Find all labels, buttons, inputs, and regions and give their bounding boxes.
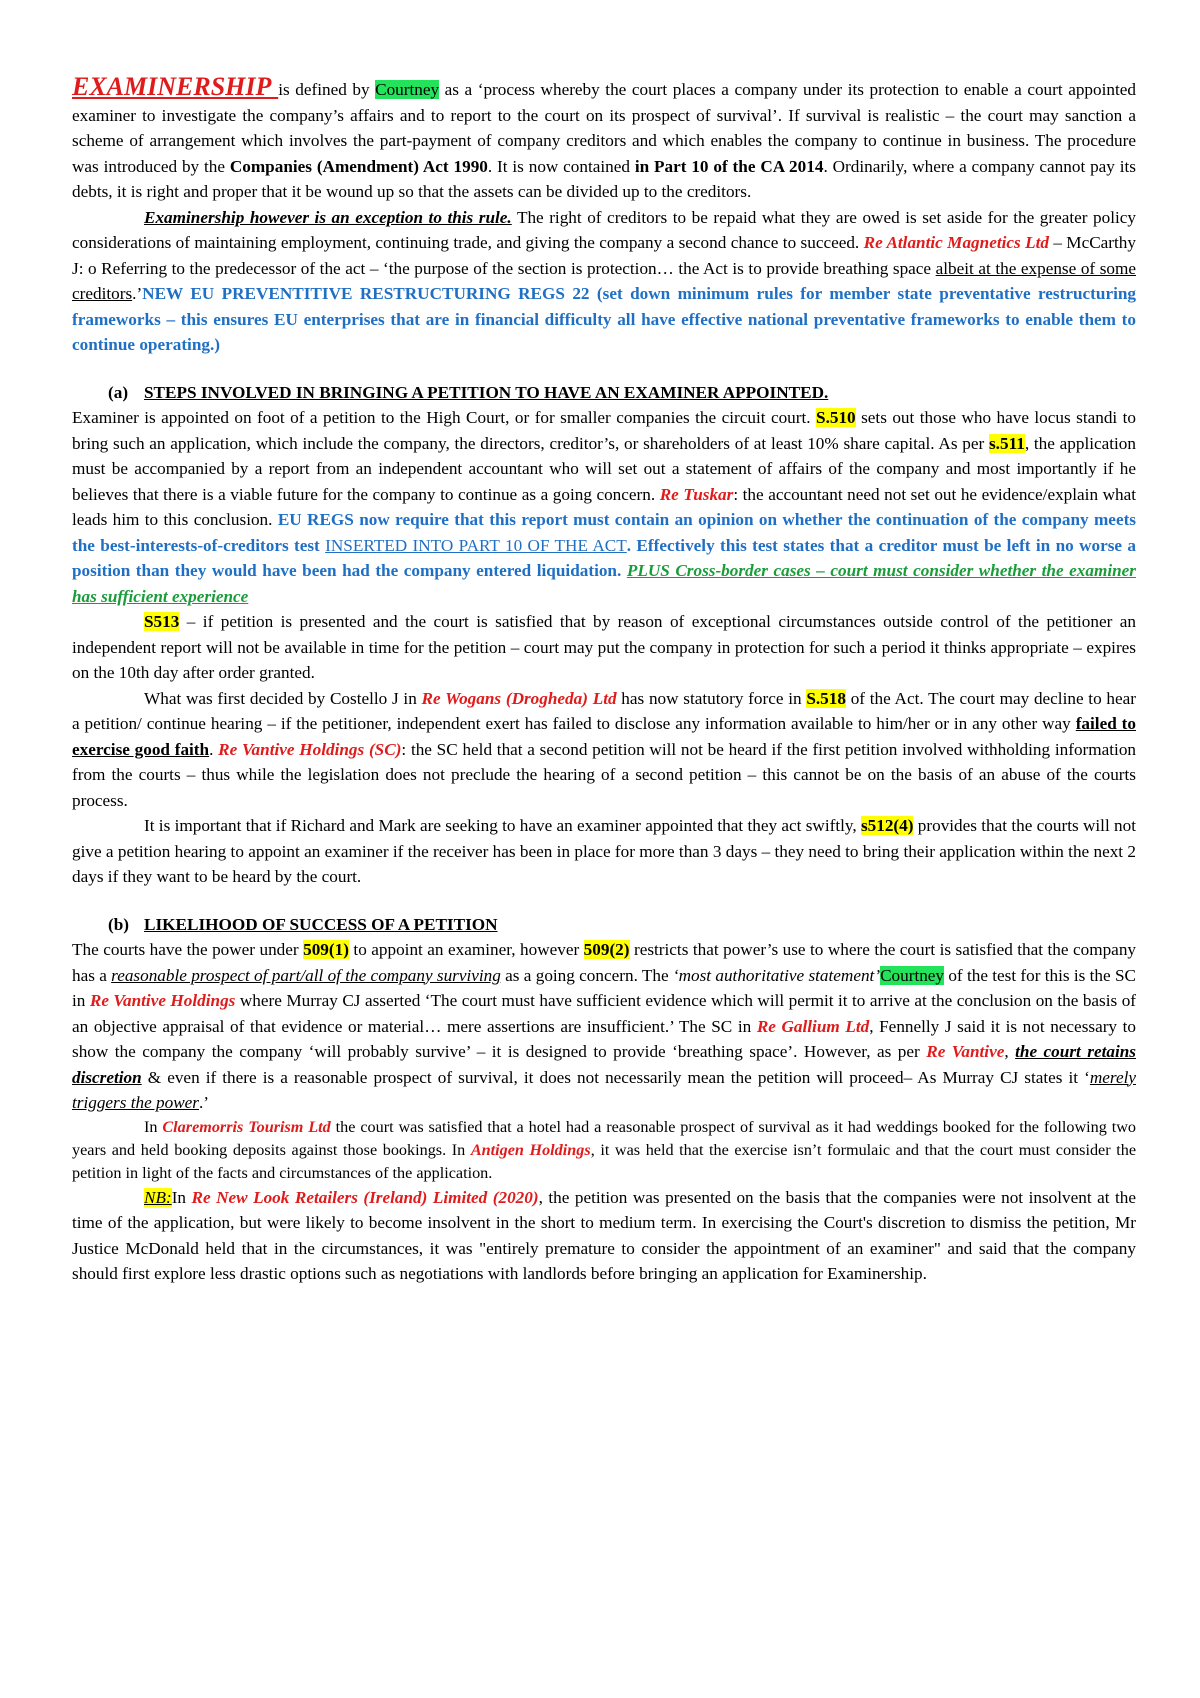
case-vantive-holdings: Re Vantive Holdings: [89, 991, 236, 1010]
case-vantive: Re Vantive: [926, 1042, 1005, 1061]
section-heading-b: (b) LIKELIHOOD OF SUCCESS OF A PETITION: [108, 914, 498, 934]
likelihood-paragraph: The courts have the power under 509(1) to appoint an examiner, however 509(2) restricts that power’s use to where the court is satisfied that the company has a reasonable prospect of part/all of the company surviving as a going concern. The ‘most authoritative statement’Courtney of the test for this is the SC in Re Vantive Holdings where Murray CJ asserted ‘The court must have sufficient evidence which will permit it to arrive at the conclusion on the basis of an objective appraisal of that evidence or material… mere assertions are insufficient.’ The SC in Re Gallium Ltd, Fennelly J said it is not necessary to show the company the company ‘will probably survive’ – it is designed to provide ‘breathing space’. However, as per Re Vantive, the court retains discretion & even if there is a reasonable prospect of survival, it does not necessarily mean the petition will proceed– As Murray CJ states it ‘merely triggers the power.’: [72, 940, 1137, 1112]
highlight-509-2: 509(2): [583, 940, 630, 959]
highlight-s510: S.510: [816, 408, 856, 427]
richard-mark-paragraph: It is important that if Richard and Mark are seeking to have an examiner appointed that they act swiftly, s512(4) provides that the courts will not give a petition hearing to appoint an examiner if the receiver has been in place for more than 3 days – they need to bring their application within the next 2 days if they want to be heard by the court.: [72, 816, 1136, 886]
case-gallium: Re Gallium Ltd: [756, 1016, 870, 1036]
case-wogans: Re Wogans (Drogheda) Ltd: [421, 688, 617, 708]
highlight-s512-4: s512(4): [860, 816, 914, 835]
case-atlantic-magnetics: Re Atlantic Magnetics Ltd: [863, 233, 1049, 252]
section-heading-a: (a) STEPS INVOLVED IN BRINGING A PETITION TO HAVE AN EXAMINER APPOINTED.: [108, 382, 829, 402]
case-vantive-sc: Re Vantive Holdings (SC): [218, 739, 402, 759]
highlight-s513: S513: [144, 612, 180, 631]
intro-paragraph: EXAMINERSHIP is defined by Courtney as a ‘process whereby the court places a company under its protection to enable a court appointed examiner to investigate the company’s affairs and to report to the court on its prospect of survival’. If survival is realistic – the court may sanction a scheme of arrangement which involves the part-payment of company creditors and which enables the company to continue in business. The procedure was introduced by the Companies (Amendment) Act 1990. It is now contained in Part 10 of the CA 2014. Ordinarily, where a company cannot pay its debts, it is right and proper that it be wound up so that the assets can be divided up to the creditors.: [72, 72, 1136, 201]
highlight-s518: S.518: [806, 688, 846, 708]
cross-border-note: PLUS Cross-border cases – court must consider whether the examiner has sufficient experience: [72, 561, 1136, 606]
highlight-509-1: 509(1): [303, 940, 349, 959]
document-title: EXAMINERSHIP: [72, 72, 279, 101]
new-look-paragraph: NB:In Re New Look Retailers (Ireland) Limited (2020), the petition was presented on the basis that the companies were not insolvent at the time of the application, but were likely to become insolvent in the short to medium term. In exercising the Court's discretion to dismiss the petition, Mr Justice McDonald held that in the circumstances, it was "entirely premature to consider the appointment of an examiner" and said that the company should first explore less drastic options such as negotiations with landlords before bringing an application for Examinership.: [72, 1187, 1136, 1283]
highlight-courtney: Courtney: [375, 80, 440, 99]
claremorris-paragraph: In Claremorris Tourism Ltd the court was satisfied that a hotel had a reasonable prospect of survival as it had weddings booked for the following two years and held booking deposits against those bookings. In Antigen Holdings, it was held that the exercise isn’t formulaic and that the court must consider the petition in light of the facts and circumstances of the application.: [72, 1117, 1137, 1182]
steps-paragraph: Examiner is appointed on foot of a petition to the High Court, or for smaller companies the circuit court. S.510 sets out those who have locus standi to bring such an application, which include the company, the directors, creditor’s, or shareholders of at least 10% share capital. As per s.511, the application must be accompanied by a report from an independent accountant who will set out a statement of affairs of the company and most importantly if he believes that there is a viable future for the company to continue as a going concern. Re Tuskar: the accountant need not set out he evidence/explain what leads him to this conclusion. EU REGS now require that this report must contain an opinion on whether the continuation of the company meets the best-interests-of-creditors test INSERTED INTO PART 10 OF THE ACT. Effectively this test states that a creditor must be left in no worse a position than they would have been had the company entered liquidation. PLUS Cross-border cases – court must consider whether the examiner has sufficient experience: [72, 408, 1136, 606]
s513-paragraph: S513 – if petition is presented and the court is satisfied that by reason of exceptional circumstances outside control of the petitioner an independent report will not be available in time for the petition – court may put the company in protection for such a period it thinks appropriate – expires on the 10th day after order granted.: [72, 612, 1136, 682]
case-antigen: Antigen Holdings: [470, 1140, 591, 1159]
case-claremorris: Claremorris Tourism Ltd: [162, 1117, 331, 1136]
case-new-look: Re New Look Retailers (Ireland) Limited (2020): [191, 1187, 539, 1207]
highlight-courtney-2: Courtney: [880, 965, 945, 985]
eu-regs-note: NEW EU PREVENTITIVE RESTRUCTURING REGS 22 (set down minimum rules for member state preventative restructuring frameworks – this ensures EU enterprises that are in financial difficulty all have effective national preventative frameworks to enable them to continue operating.): [72, 284, 1136, 354]
wogans-paragraph: What was first decided by Costello J in Re Wogans (Drogheda) Ltd has now statutory force in S.518 of the Act. The court may decline to hear a petition/ continue hearing – if the petitioner, independent exert has failed to disclose any information available to him/her or in any other way failed to exercise good faith. Re Vantive Holdings (SC): the SC held that a second petition will not be heard if the first petition involved withholding information from the courts – thus while the legislation does not preclude the hearing of a second petition – this cannot be on the basis of an abuse of the courts process.: [72, 688, 1137, 810]
highlight-nb: NB:: [144, 1187, 172, 1207]
case-tuskar: Re Tuskar: [659, 484, 734, 504]
highlight-s511: s.511: [988, 433, 1025, 453]
exception-paragraph: Examinership however is an exception to this rule. The right of creditors to be repaid what they are owed is set aside for the greater policy considerations of maintaining employment, continuing trade, and giving the company a second chance to succeed. Re Atlantic Magnetics Ltd – McCarthy J: o Referring to the predecessor of the act – ‘the purpose of the section is protection… the Act is to provide breathing space albeit at the expense of some creditors.’NEW EU PREVENTITIVE RESTRUCTURING REGS 22 (set down minimum rules for member state preventative restructuring frameworks – this ensures EU enterprises that are in financial difficulty all have effective national preventative frameworks to enable them to continue operating.): [72, 207, 1136, 354]
